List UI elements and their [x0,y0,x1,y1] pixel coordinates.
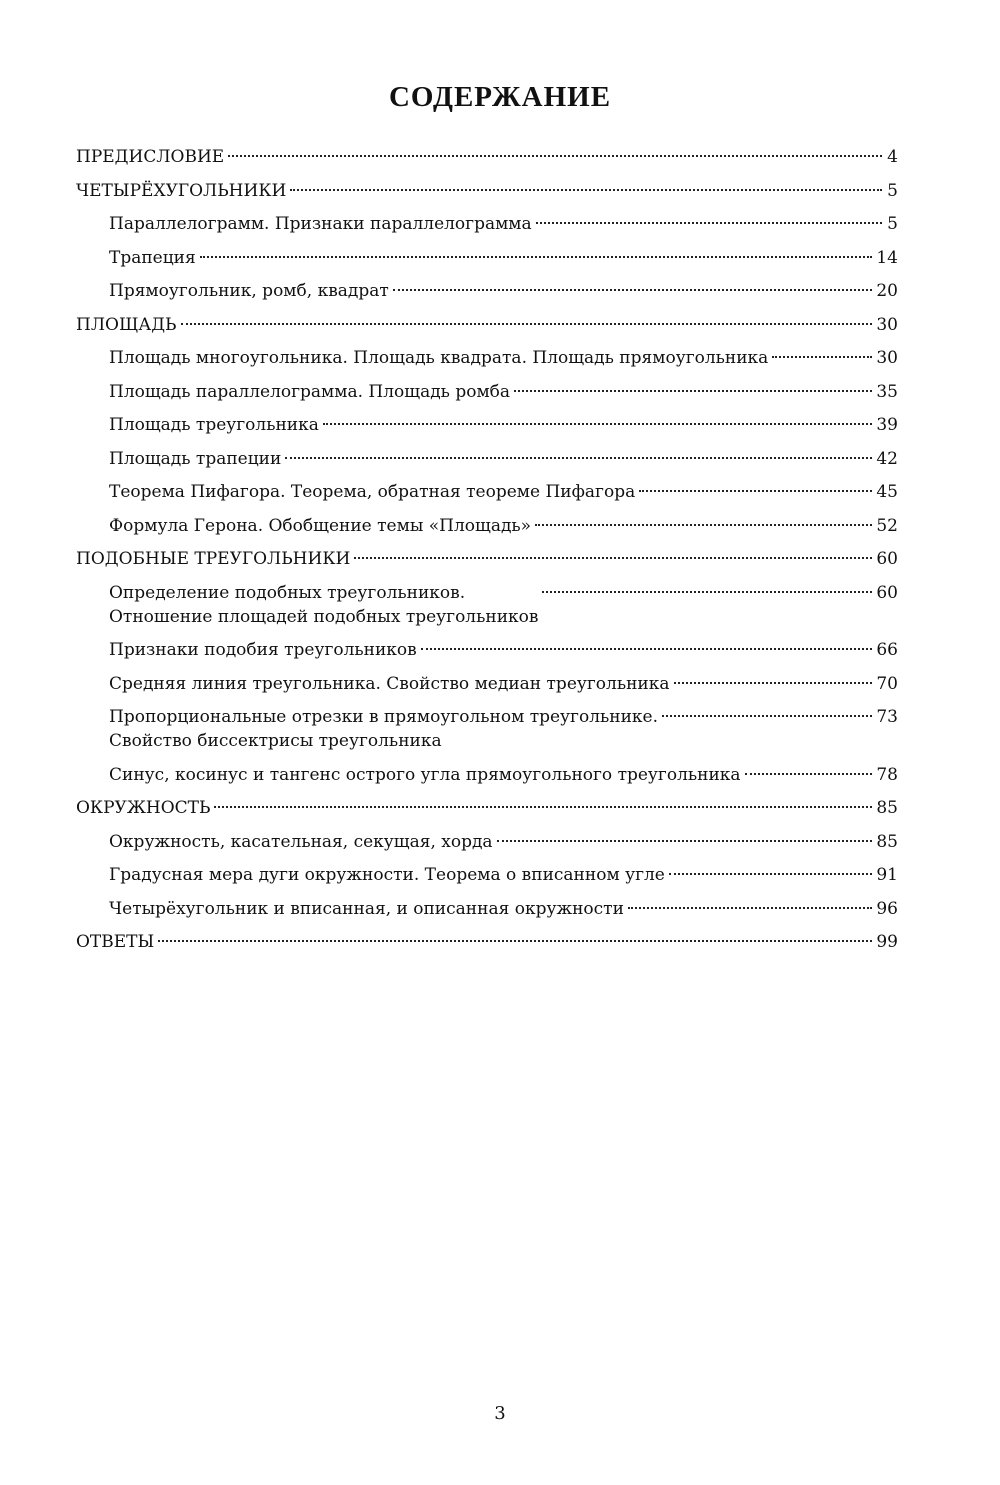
dot-leader [745,773,873,775]
toc-entry-page: 5 [887,214,898,234]
toc-entry[interactable] [76,279,898,303]
dot-leader [639,490,872,492]
dot-leader [158,940,872,942]
toc-entry[interactable] [76,514,898,538]
toc-entry-label: ПОДОБНЫЕ ТРЕУГОЛЬНИКИ [76,549,351,569]
toc-entry-label: ЧЕТЫРЁХУГОЛЬНИКИ [76,180,287,201]
toc-entry-page: 85 [876,798,898,818]
toc-entry[interactable] [76,480,898,504]
page-number: 3 [494,1403,506,1424]
toc-entry[interactable] [76,672,898,696]
toc-entry-page: 5 [887,180,898,201]
toc-entry-label: Площадь треугольника [109,415,319,435]
toc-entry[interactable] [76,547,898,571]
toc-entry[interactable] [76,145,898,169]
toc-entry-label: Параллелограмм. Признаки параллелограмма [109,214,532,234]
toc-entry[interactable] [76,830,898,854]
toc-entry-page: 45 [876,482,898,502]
toc-entry-label: Синус, косинус и тангенс острого угла прямоугольного треугольника [109,764,741,785]
toc-entry[interactable] [76,763,898,787]
toc-entry-page: 73 [876,707,898,727]
toc-entry-label: Площадь параллелограмма. Площадь ромба [109,381,511,402]
toc-entry-page: 78 [876,764,898,785]
toc-entry-label: Определение подобных треугольников. Отношение площадей подобных треугольников [109,582,539,627]
toc-entry-label: Прямоугольник, ромб, квадрат [109,281,389,301]
dot-leader [228,155,882,157]
toc-entry[interactable] [76,447,898,471]
dot-leader [290,189,882,191]
toc-entry-label: Градусная мера дуги окружности. Теорема о вписанном угле [109,865,665,885]
toc-entry-page: 70 [876,673,898,694]
toc-entry-label: ОТВЕТЫ [76,932,155,952]
toc-entry-label: ПЛОЩАДЬ [76,314,177,335]
dot-leader [393,289,873,291]
toc-entry-page: 35 [876,381,898,402]
dot-leader [542,591,872,593]
toc-entry[interactable] [76,212,898,236]
toc-entry-page: 20 [876,281,898,301]
dot-leader [181,323,873,325]
dot-leader [669,873,873,875]
dot-leader [421,648,873,650]
toc-entry[interactable] [76,897,898,921]
toc-entry[interactable] [76,863,898,887]
dot-leader [497,840,873,842]
toc-entry-page: 39 [876,415,898,435]
dot-leader [772,356,872,358]
dot-leader [200,256,873,258]
toc-entry-page: 85 [876,831,898,852]
toc-entry-label: Признаки подобия треугольников [109,640,417,660]
toc-entry-page: 30 [876,348,898,368]
toc-entry-page: 52 [876,515,898,536]
toc-entry-label: Окружность, касательная, секущая, хорда [109,831,493,852]
dot-leader [514,390,872,392]
toc-entry-label: ПРЕДИСЛОВИЕ [76,147,225,167]
toc-entry[interactable] [76,705,898,753]
toc-entry-label: Четырёхугольник и вписанная, и описанная окружности [109,898,624,919]
page-title: СОДЕРЖАНИЕ [388,81,612,114]
toc-entry[interactable] [76,638,898,662]
dot-leader [674,682,873,684]
dot-leader [628,907,872,909]
toc-entry[interactable] [76,380,898,404]
toc-entry[interactable] [76,179,898,203]
toc-entry-label: Трапеция [109,247,196,268]
toc-entry-page: 42 [876,448,898,469]
toc-entry-page: 91 [876,865,898,885]
toc-entry-page: 14 [876,247,898,268]
dot-leader [354,557,872,559]
toc-entry-page: 99 [876,932,898,952]
toc-entry-page: 30 [876,314,898,335]
toc-entry-label: Площадь трапеции [109,448,282,469]
toc-entry-label: Теорема Пифагора. Теорема, обратная теореме Пифагора [109,482,636,502]
toc-entry[interactable] [76,796,898,820]
dot-leader [535,524,872,526]
toc-entry-label: ОКРУЖНОСТЬ [76,798,211,818]
dot-leader [214,806,872,808]
dot-leader [536,222,882,224]
toc-entry-page: 96 [876,898,898,919]
toc-entry[interactable] [76,930,898,954]
toc-entry-label: Площадь многоугольника. Площадь квадрата. Площадь прямоугольника [109,348,769,368]
toc-entry[interactable] [76,346,898,370]
toc-entry-page: 66 [876,640,898,660]
toc-entry-label: Пропорциональные отрезки в прямоугольном треугольнике. Свойство биссектрисы треугольника [109,707,659,751]
dot-leader [662,715,872,717]
dot-leader [285,457,872,459]
toc-entry-label: Средняя линия треугольника. Свойство медиан треугольника [109,673,670,694]
toc-entry-page: 60 [876,549,898,569]
toc-entry[interactable] [76,581,898,629]
table-of-contents [76,145,898,964]
toc-entry-page: 60 [876,582,898,603]
toc-entry[interactable] [76,246,898,270]
toc-entry-page: 4 [887,147,898,167]
toc-entry[interactable] [76,313,898,337]
toc-entry-label: Формула Герона. Обобщение темы «Площадь» [109,515,532,536]
toc-entry[interactable] [76,413,898,437]
dot-leader [323,423,872,425]
